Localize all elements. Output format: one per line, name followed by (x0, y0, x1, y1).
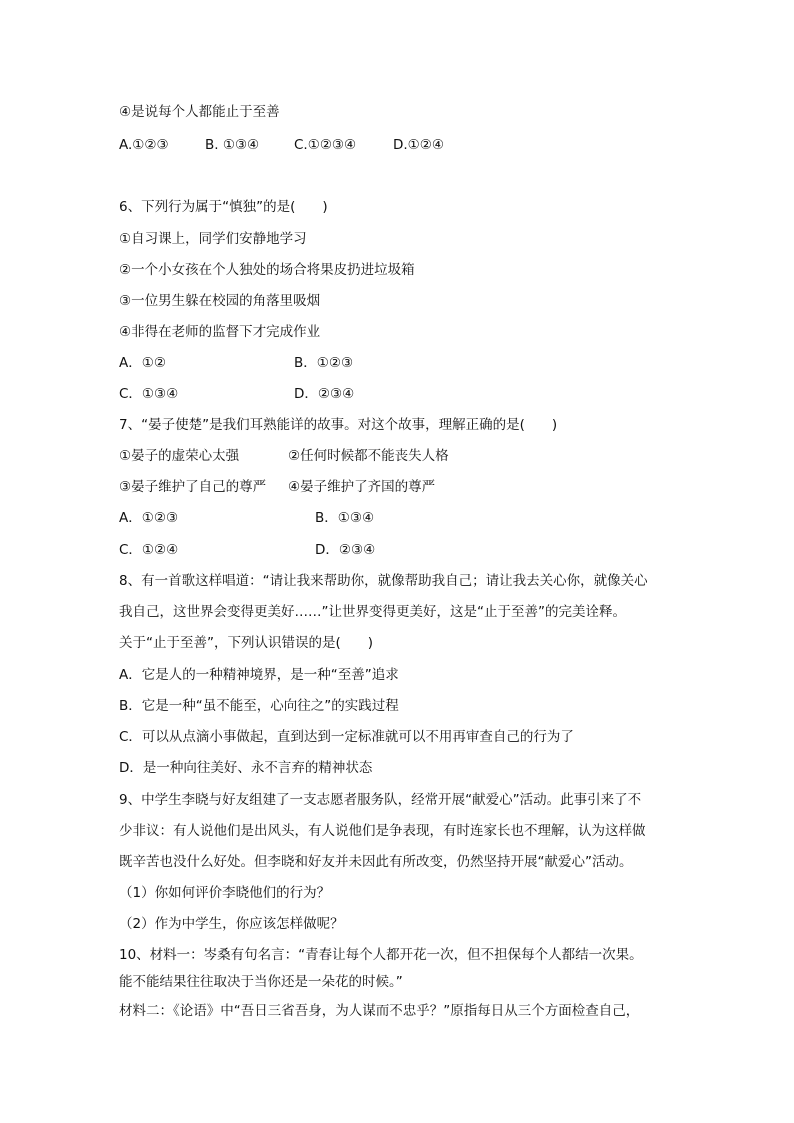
q8-option-d: D．是一种向往美好、永不言弃的精神状态 (119, 760, 373, 776)
q9-stem-line-2: 少非议：有人说他们是出风头，有人说他们是争表现，有时连家长也不理解，认为这样做 (119, 823, 646, 839)
q6-stem: 6、下列行为属于“慎独”的是( ) (119, 199, 328, 215)
q6-option-d: D．②③④ (294, 386, 355, 402)
q10-line-3: 材料二：《论语》中“吾日三省吾身，为人谋而不忠乎？”原指每日从三个方面检查自己， (119, 1003, 640, 1019)
q8-stem-line-1: 8、有一首歌这样唱道：“请让我来帮助你，就像帮助我自己；请让我去关心你，就像关心 (119, 573, 648, 589)
q6-option-b: B．①②③ (294, 355, 354, 371)
q8-option-b: B．它是一种“虽不能至，心向往之”的实践过程 (119, 698, 399, 714)
q6-option-a: A．①② (119, 355, 166, 371)
q8-option-a: A．它是人的一种精神境界，是一种“至善”追求 (119, 667, 399, 683)
q5-option-c: C.①②③④ (294, 137, 357, 153)
q5-option-d: D.①②④ (393, 137, 444, 153)
q6-item-1: ①自习课上，同学们安静地学习 (119, 231, 307, 247)
q6-item-4: ④非得在老师的监督下才完成作业 (119, 324, 321, 340)
q5-option-b: B. ①③④ (205, 137, 260, 153)
q7-stem: 7、“晏子使楚”是我们耳熟能详的故事。对这个故事，理解正确的是( ) (119, 417, 558, 433)
q7-option-a: A．①②③ (119, 510, 179, 526)
q9-stem-line-1: 9、中学生李晓与好友组建了一支志愿者服务队，经常开展“献爱心”活动。此事引来了不 (119, 792, 642, 808)
q9-sub-question-2: （2）作为中学生，你应该怎样做呢？ (119, 916, 344, 932)
q10-line-2: 能不能结果往往取决于当你还是一朵花的时候。” (119, 974, 403, 990)
q6-item-2: ②一个小女孩在个人独处的场合将果皮扔进垃圾箱 (119, 262, 415, 278)
q10-line-1: 10、材料一：岑桑有句名言：“青春让每个人都开花一次，但不担保每个人都结一次果。 (119, 947, 643, 963)
q6-item-3: ③一位男生躲在校园的角落里吸烟 (119, 293, 321, 309)
q7-item-4: ④晏子维护了齐国的尊严 (288, 479, 436, 495)
q7-item-1: ①晏子的虚荣心太强 (119, 448, 240, 464)
q9-stem-line-3: 既辛苦也没什么好处。但李晓和好友并未因此有所改变，仍然坚持开展“献爱心”活动。 (119, 854, 633, 870)
q8-stem-line-3: 关于“止于至善”，下列认识错误的是( ) (119, 635, 374, 651)
q6-option-c: C．①③④ (119, 386, 179, 402)
q7-option-d: D．②③④ (315, 542, 376, 558)
q7-option-c: C．①②④ (119, 542, 179, 558)
q7-item-2: ②任何时候都不能丧失人格 (288, 448, 449, 464)
q9-sub-question-1: （1）你如何评价李晓他们的行为？ (119, 885, 331, 901)
q8-option-c: C．可以从点滴小事做起，直到达到一定标准就可以不用再审查自己的行为了 (119, 729, 574, 745)
q8-stem-line-2: 我自己，这世界会变得更美好……”让世界变得更美好，这是“止于至善”的完美诠释。 (119, 604, 626, 620)
q7-option-b: B．①③④ (315, 510, 375, 526)
q5-option-a: A.①②③ (119, 137, 169, 153)
q7-item-3: ③晏子维护了自己的尊严 (119, 479, 267, 495)
q5-item-4: ④是说每个人都能止于至善 (119, 104, 280, 120)
